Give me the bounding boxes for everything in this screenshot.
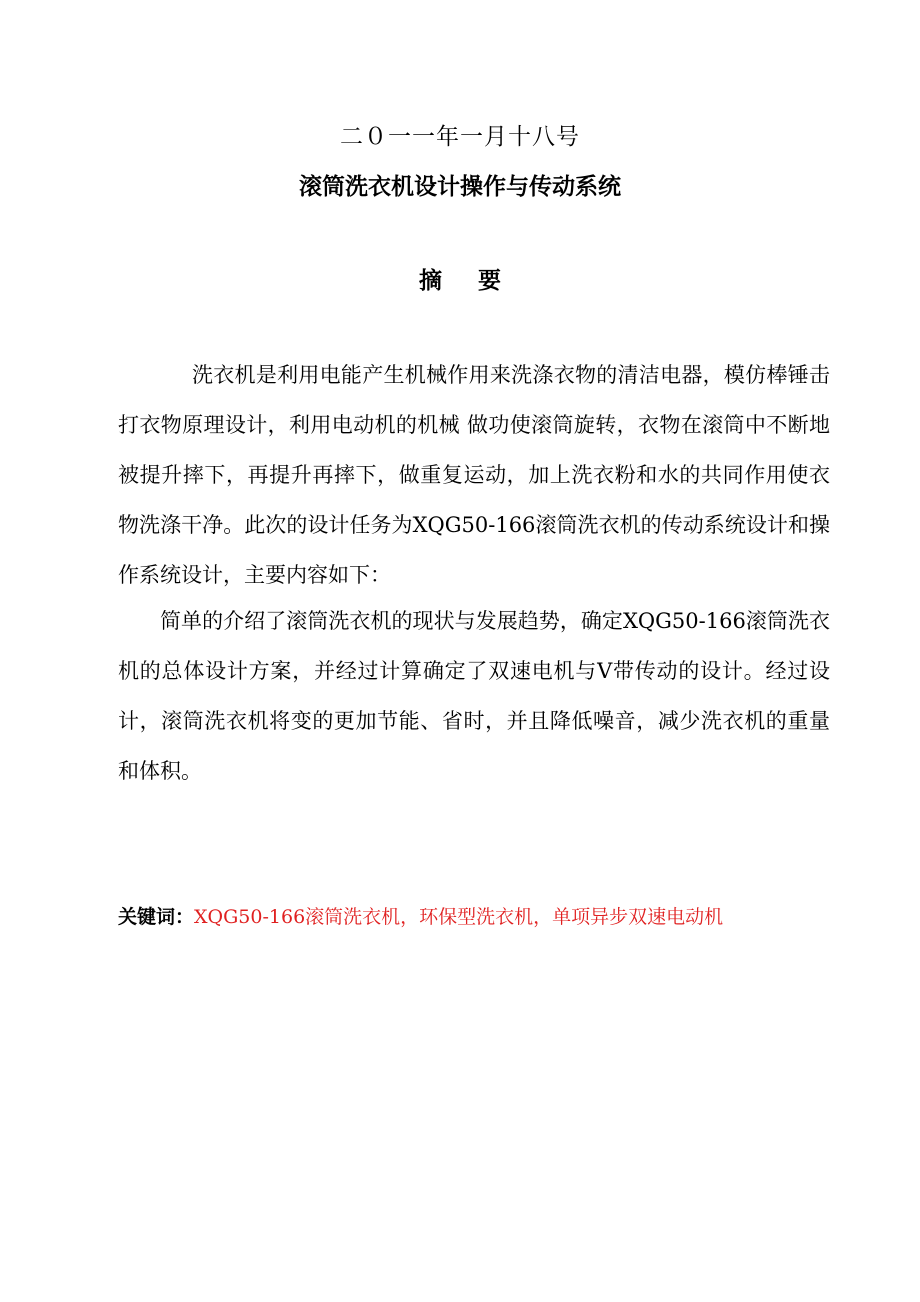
abstract-paragraph-2: 简单的介绍了滚筒洗衣机的现状与发展趋势，确定XQG50-166滚筒洗衣机的总体设计方案，并经过计算确定了双速电机与V带传动的设计。经过设计，滚筒洗衣机将变的更加节能、省时，并且降低噪音，减少洗衣机的重量和体积。 (118, 609, 830, 783)
abstract-paragraph-1: 洗衣机是利用电能产生机械作用来洗涤衣物的清洁电器，模仿棒锤击打衣物原理设计，利用电动机的机械 做功使滚筒旋转，衣物在滚筒中不断地被提升摔下，再提升再摔下，做重复运动，加上洗衣粉和水的共同作用使衣物洗涤干净。此次的设计任务为XQG50-166滚筒洗衣机的传动系统设计和操作系统设计，主要内容如下： (118, 363, 830, 587)
keywords-value: XQG50-166滚筒洗衣机，环保型洗衣机，单项异步双速电动机 (194, 906, 724, 928)
keywords-line (118, 902, 830, 929)
document-title: 滚筒洗衣机设计操作与传动系统 (299, 174, 621, 200)
date-line: 二０一一年一月十八号 (340, 124, 580, 150)
abstract-heading: 摘 要 (418, 268, 515, 294)
keywords-label: 关键词： (118, 906, 195, 928)
